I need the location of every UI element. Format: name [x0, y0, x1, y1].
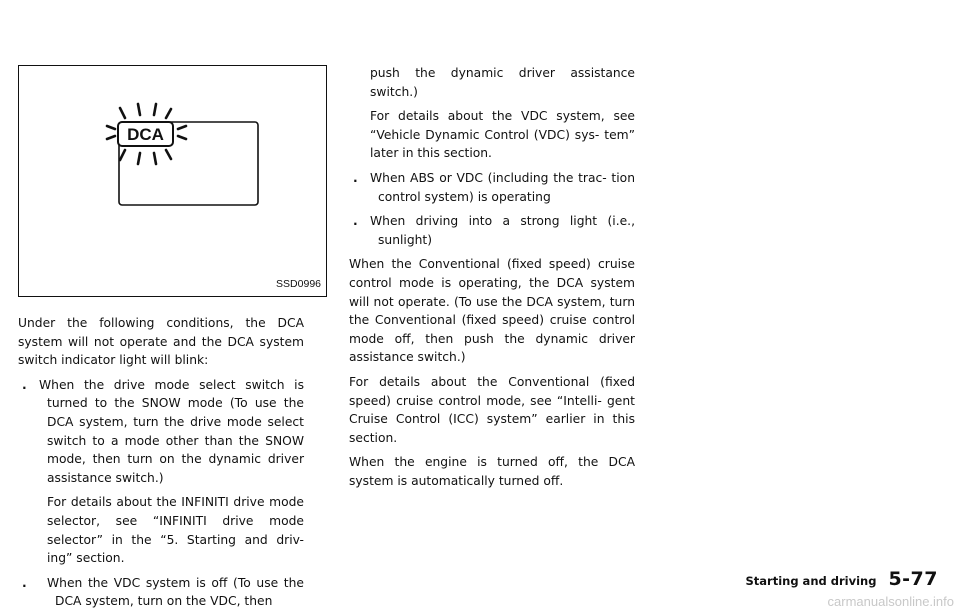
dca-indicator-label: DCA — [127, 125, 164, 144]
bullet-item — [349, 169, 635, 206]
page-number: 5-77 — [888, 568, 938, 590]
bullet-dot: . — [353, 214, 358, 229]
bullet-text: When ABS or VDC (including the trac- tion control system) is operating — [370, 170, 635, 204]
dca-blinking-indicator-illustration — [19, 66, 328, 298]
right-column — [349, 64, 635, 496]
bullet-note: For details about the INFINITI drive mode selector, see “INFINITI drive mode selector” in the “5. Starting and driv- ing” section. — [47, 495, 304, 566]
bullet-continuation: push the dynamic driver assistance switch.) — [370, 66, 635, 99]
footer-section-title: Starting and driving — [745, 574, 877, 588]
bullet-item — [18, 574, 304, 611]
bullet-note: For details about the VDC system, see “Vehicle Dynamic Control (VDC) sys- tem” later in this section. — [370, 109, 635, 161]
paragraph-engine-off: When the engine is turned off, the DCA system is automatically turned off. — [349, 455, 635, 488]
dca-indicator-figure — [18, 65, 327, 297]
bullet-dot: . — [22, 377, 27, 392]
intro-paragraph: Under the following conditions, the DCA system will not operate and the DCA system switch indicator light will blink: — [18, 316, 304, 368]
bullet-text: When the VDC system is off (To use the DCA system, turn on the VDC, then — [47, 575, 304, 609]
left-column — [18, 314, 304, 611]
bullet-dot: . — [353, 170, 358, 185]
bullet-item — [18, 376, 304, 488]
paragraph-icc-reference: For details about the Conventional (fixed speed) cruise control mode, see “Intelli- gent Cruise Control (ICC) system” earlier in this section. — [349, 374, 635, 445]
figure-id: SSD0996 — [276, 278, 321, 290]
bullet-text: When the drive mode select switch is turned to the SNOW mode (To use the DCA system, turn the drive mode select switch to a mode other than the SNOW mode, then turn on the dynamic driver assistance switch.) — [39, 377, 304, 485]
bullet-item — [349, 212, 635, 249]
bullet-dot: . — [22, 575, 27, 590]
bullet-text: When driving into a strong light (i.e., sunlight) — [370, 214, 635, 247]
paragraph-cruise-control: When the Conventional (fixed speed) cruise control mode is operating, the DCA system will not operate. (To use the DCA system, turn the Conventional (fixed speed) cruise control mode off, then push the dynamic driver assistance switch.) — [349, 257, 635, 365]
page-footer — [745, 568, 938, 590]
watermark: carmanualsonline.info — [827, 594, 954, 609]
